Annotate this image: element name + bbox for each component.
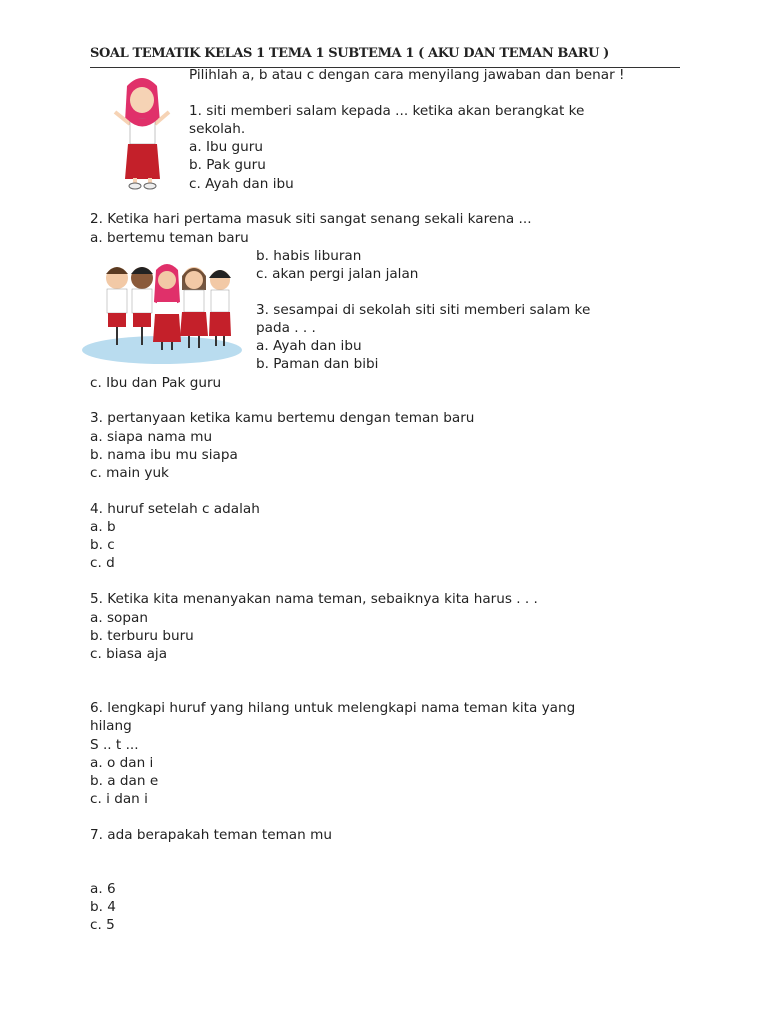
question-4-text: 4. huruf setelah c adalah bbox=[90, 501, 260, 517]
q6-option-c[interactable]: c. i dan i bbox=[90, 791, 148, 807]
girl-student-illustration bbox=[105, 74, 180, 192]
question-5-text: 5. Ketika kita menanyakan nama teman, sebaiknya kita harus . . . bbox=[90, 591, 538, 607]
q5-option-c[interactable]: c. biasa aja bbox=[90, 646, 168, 662]
q3b-option-b[interactable]: b. nama ibu mu siapa bbox=[90, 447, 238, 463]
question-3-text: 3. sesampai di sekolah siti siti memberi salam ke bbox=[256, 302, 591, 318]
q4-option-b[interactable]: b. c bbox=[90, 537, 115, 553]
q7-option-b[interactable]: b. 4 bbox=[90, 899, 116, 915]
q3-option-c[interactable]: c. Ibu dan Pak guru bbox=[90, 375, 222, 391]
page-title: SOAL TEMATIK KELAS 1 TEMA 1 SUBTEMA 1 ( AKU DAN TEMAN BARU ) bbox=[90, 46, 609, 61]
q5-option-b[interactable]: b. terburu buru bbox=[90, 628, 194, 644]
question-3-text-cont: pada . . . bbox=[256, 320, 316, 336]
q2-option-b[interactable]: b. habis liburan bbox=[256, 248, 362, 264]
question-7-text: 7. ada berapakah teman teman mu bbox=[90, 827, 332, 843]
question-6-pattern: S .. t ... bbox=[90, 737, 139, 753]
question-1-text: 1. siti memberi salam kepada ... ketika akan berangkat ke bbox=[189, 103, 585, 119]
question-6-text-cont: hilang bbox=[90, 718, 132, 734]
q3b-option-c[interactable]: c. main yuk bbox=[90, 465, 169, 481]
q6-option-b[interactable]: b. a dan e bbox=[90, 773, 159, 789]
q7-option-c[interactable]: c. 5 bbox=[90, 917, 115, 933]
q4-option-c[interactable]: c. d bbox=[90, 555, 115, 571]
q6-option-a[interactable]: a. o dan i bbox=[90, 755, 154, 771]
q3-option-a[interactable]: a. Ayah dan ibu bbox=[256, 338, 362, 354]
q1-option-a[interactable]: a. Ibu guru bbox=[189, 139, 263, 155]
q2-option-a[interactable]: a. bertemu teman baru bbox=[90, 230, 249, 246]
instruction-text: Pilihlah a, b atau c dengan cara menyilang jawaban dan benar ! bbox=[189, 67, 625, 83]
q7-option-a[interactable]: a. 6 bbox=[90, 881, 116, 897]
q4-option-a[interactable]: a. b bbox=[90, 519, 116, 535]
question-2-text: 2. Ketika hari pertama masuk siti sangat senang sekali karena ... bbox=[90, 211, 532, 227]
q3-option-b[interactable]: b. Paman dan bibi bbox=[256, 356, 379, 372]
students-group-illustration bbox=[82, 262, 244, 366]
q3b-option-a[interactable]: a. siapa nama mu bbox=[90, 429, 213, 445]
question-6-text: 6. lengkapi huruf yang hilang untuk melengkapi nama teman kita yang bbox=[90, 700, 576, 716]
question-3b-text: 3. pertanyaan ketika kamu bertemu dengan teman baru bbox=[90, 410, 475, 426]
question-1-text-cont: sekolah. bbox=[189, 121, 246, 137]
q5-option-a[interactable]: a. sopan bbox=[90, 610, 148, 626]
q1-option-c[interactable]: c. Ayah dan ibu bbox=[189, 176, 294, 192]
q1-option-b[interactable]: b. Pak guru bbox=[189, 157, 266, 173]
q2-option-c[interactable]: c. akan pergi jalan jalan bbox=[256, 266, 419, 282]
